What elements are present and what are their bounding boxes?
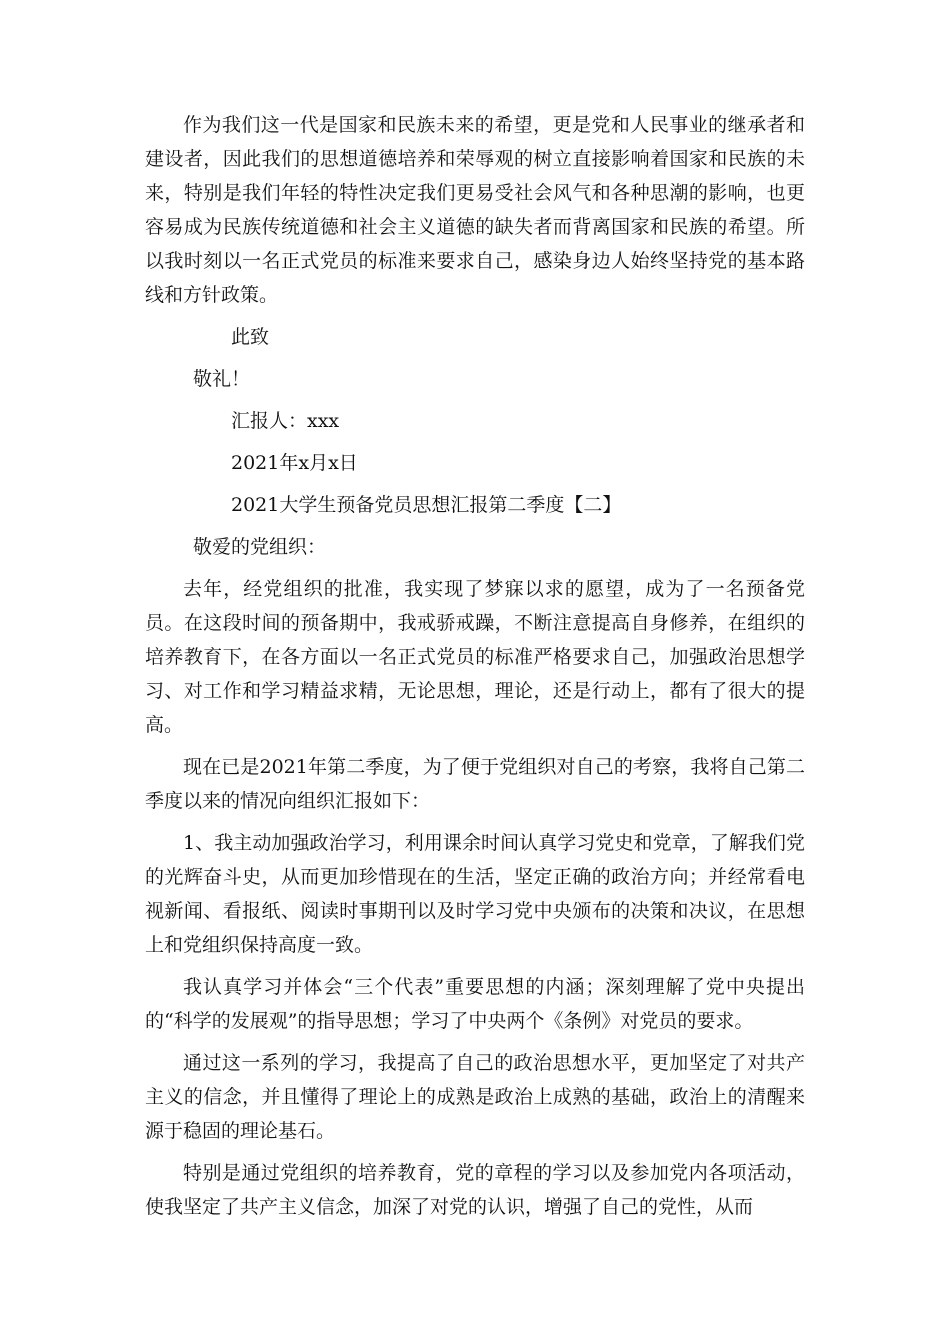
paragraph-political-study: 1、我主动加强政治学习，利用课余时间认真学习党史和党章，了解我们党的光辉奋斗史，从而更加珍惜现在的生活，坚定正确的政治方向；并经常看电视新闻、看报纸、阅读时事期刊以及时学习党中央颁布的决策和决议，在思想上和党组织保持高度一致。 (145, 832, 805, 956)
paragraph-hope: 作为我们这一代是国家和民族未来的希望，更是党和人民事业的继承者和建设者，因此我们的思想道德培养和荣辱观的树立直接影响着国家和民族的未来，特别是我们年轻的特性决定我们更易受社会风气和各种思潮的影响，也更容易成为民族传统道德和社会主义道德的缺失者而背离国家和民族的希望。所以我时刻以一名正式党员的标准来要求自己，感染身边人始终坚持党的基本路线和方针政策。 (145, 114, 805, 306)
paragraph-last-year: 去年，经党组织的批准，我实现了梦寐以求的愿望，成为了一名预备党员。在这段时间的预备期中，我戒骄戒躁，不断注意提高自身修养，在组织的培养教育下，在各方面以一名正式党员的标准严格要求自己，加强政治思想学习、对工作和学习精益求精，无论思想，理论，还是行动上，都有了很大的提高。 (145, 578, 805, 736)
closing-jingli: 敬礼！ (193, 368, 251, 390)
closing-cizhi: 此致 (231, 326, 270, 348)
reporter-line: 汇报人：xxx (231, 410, 340, 432)
paragraph-second-quarter: 现在已是2021年第二季度，为了便于党组织对自己的考察，我将自己第二季度以来的情况向组织汇报如下： (145, 756, 805, 812)
salutation: 敬爱的党组织： (193, 536, 327, 558)
document-body (145, 108, 805, 1224)
date-line: 2021年x月x日 (231, 452, 358, 474)
section-title: 2021大学生预备党员思想汇报第二季度【二】 (231, 494, 622, 516)
paragraph-party-training: 特别是通过党组织的培养教育，党的章程的学习以及参加党内各项活动，使我坚定了共产主义信念，加深了对党的认识，增强了自己的党性，从而 (145, 1162, 805, 1218)
paragraph-three-represents: 我认真学习并体会“三个代表”重要思想的内涵；深刻理解了党中央提出的“科学的发展观”的指导思想；学习了中央两个《条例》对党员的要求。 (145, 976, 805, 1032)
paragraph-study-results: 通过这一系列的学习，我提高了自己的政治思想水平，更加坚定了对共产主义的信念，并且懂得了理论上的成熟是政治上成熟的基础，政治上的清醒来源于稳固的理论基石。 (145, 1052, 805, 1142)
